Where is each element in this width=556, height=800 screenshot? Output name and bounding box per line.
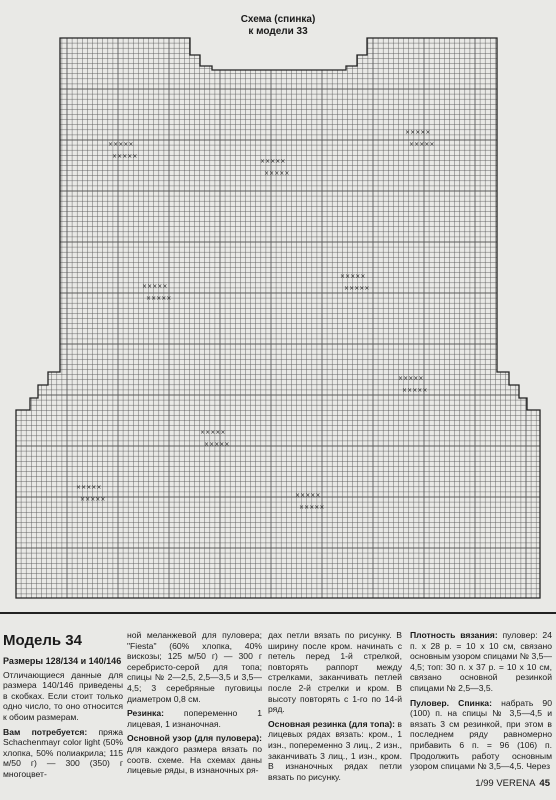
pattern-symbol: × [80, 496, 86, 503]
pattern-symbol: × [146, 295, 152, 302]
pattern-symbol: × [284, 170, 290, 177]
pattern-symbol: × [112, 153, 118, 160]
pattern-symbol: × [91, 484, 97, 491]
col1-para1: Отличающиеся данные для размера 140/146 приведены в скобках. Если стоит только одно число, то оно относится к обоим размерам. [3, 669, 123, 722]
pattern-symbol: × [81, 484, 87, 491]
main-pattern-text: для каждого размера вязать по соотв. схеме. На схемах даны лицевые ряды, в изнаночных ря- [127, 743, 262, 776]
pattern-symbol: × [205, 429, 211, 436]
pattern-symbol: × [414, 141, 420, 148]
pattern-symbol: × [224, 441, 230, 448]
pattern-symbol: × [156, 295, 162, 302]
pattern-symbol: × [210, 429, 216, 436]
pattern-symbol: × [402, 387, 408, 394]
col2-para1: ной меланжевой для пуловера; "Fiesta" (60% хлопка, 40% вискозы; 125 м/50 г) — 300 г серебристо-серой для топа; спицы № 2—2,5, 2,5—3,5 и 3,5—4,5; 3 серебряные пуговицы диаметром 0,8 см. [127, 630, 262, 704]
pattern-symbol: × [412, 387, 418, 394]
page-footer [475, 778, 550, 789]
pattern-symbol: × [215, 429, 221, 436]
pattern-symbol: × [260, 158, 266, 165]
pattern-symbol: × [424, 141, 430, 148]
pattern-symbol: × [95, 496, 101, 503]
pattern-symbol: × [127, 153, 133, 160]
pattern-symbol: × [314, 504, 320, 511]
pattern-symbol: × [345, 273, 351, 280]
pattern-symbol: × [96, 484, 102, 491]
chart-outline [16, 38, 540, 598]
pattern-symbol: × [420, 129, 426, 136]
pattern-symbol: × [209, 441, 215, 448]
pattern-symbol: × [162, 283, 168, 290]
pattern-symbol: × [90, 496, 96, 503]
col2-para2 [127, 708, 262, 729]
pattern-symbol: × [419, 141, 425, 148]
pattern-symbol: × [151, 295, 157, 302]
pattern-symbol: × [274, 170, 280, 177]
grid-lines [16, 38, 541, 599]
pattern-symbol: × [429, 141, 435, 148]
col3-para2 [268, 719, 402, 783]
col4-para2 [410, 698, 552, 772]
pattern-symbol: × [405, 129, 411, 136]
pattern-symbol: × [415, 129, 421, 136]
pattern-symbol: × [304, 504, 310, 511]
pattern-symbol: × [123, 141, 129, 148]
pattern-symbol: × [299, 504, 305, 511]
text-column-1 [3, 630, 123, 784]
pattern-symbol: × [408, 375, 414, 382]
pattern-symbol: × [152, 283, 158, 290]
chart-title-line2: к модели 33 [248, 26, 308, 37]
pattern-symbol: × [340, 273, 346, 280]
main-pattern-label: Основной узор (для пуловера): [127, 733, 262, 744]
pattern-symbol: × [409, 141, 415, 148]
pattern-symbol: × [113, 141, 119, 148]
pattern-symbol: × [422, 387, 428, 394]
pattern-symbol: × [417, 387, 423, 394]
pattern-symbol: × [319, 504, 325, 511]
pattern-symbol: × [118, 141, 124, 148]
pattern-symbol: × [413, 375, 419, 382]
pattern-symbol: × [315, 492, 321, 499]
pattern-symbol: × [269, 170, 275, 177]
pattern-symbol: × [166, 295, 172, 302]
pattern-symbol: × [100, 496, 106, 503]
pattern-symbol: × [128, 141, 134, 148]
chart-title-line1: Схема (спинка) [240, 14, 316, 25]
pattern-symbol: × [364, 285, 370, 292]
pattern-symbol: × [309, 504, 315, 511]
pattern-symbol: × [85, 496, 91, 503]
pattern-symbol: × [264, 170, 270, 177]
gauge-text: пуловер: 24 п. x 28 р. = 10 x 10 см, связано основным узором спицами № 3,5—4,5; топ: 30 п. x 37 р. = 10 x 10 см, связано основной резинкой спицами № 2,5—3,5. [410, 630, 552, 693]
pattern-symbol: × [76, 484, 82, 491]
pattern-symbol: × [355, 273, 361, 280]
pattern-symbol: × [147, 283, 153, 290]
pattern-symbol: × [270, 158, 276, 165]
main-rib-text: в лицевых рядах вязать: кром., 1 изн., попеременно 3 лиц., 2 изн., заканчивать 3 лиц., 1 изн., кром. В изнаночных рядах петли вязать по рисунку. [268, 718, 402, 782]
text-column-3 [268, 630, 402, 786]
pattern-symbol: × [219, 441, 225, 448]
text-column-4 [410, 630, 552, 776]
pattern-symbol: × [425, 129, 431, 136]
pattern-symbol: × [350, 273, 356, 280]
page-number: 45 [539, 778, 550, 789]
pattern-symbol: × [349, 285, 355, 292]
section-divider [0, 612, 556, 614]
pattern-symbol: × [204, 441, 210, 448]
pattern-symbol: × [359, 285, 365, 292]
back-label: Пуловер. Спинка: [410, 697, 492, 708]
pattern-symbol: × [407, 387, 413, 394]
rib-text: попеременно 1 лицевая, 1 изнаночная. [127, 708, 262, 729]
materials-label: Вам потребуется: [3, 726, 88, 737]
col3-para1: дах петли вязать по рисунку. В ширину после кром. начинать с петель перед 1-й стрелкой, повторять раппорт между стрелками, заканчивать петлей после 2-й стрелки и кром. В высоту повторять с 1-го по 14-й ряд. [268, 630, 402, 715]
pattern-symbol: × [86, 484, 92, 491]
pattern-symbol: × [161, 295, 167, 302]
pattern-symbol: × [295, 492, 301, 499]
back-text: набрать 90 (100) п. на спицы № 3,5—4,5 и вязать 3 см резинкой, при этом в последнем ряду равномерно прибавить 6 п. = 96 (106) п. Продолжить работу основным узором спицами № 3,5—4,5. Через [410, 697, 552, 772]
text-column-2 [127, 630, 262, 780]
pattern-symbol: × [275, 158, 281, 165]
pattern-symbol: × [280, 158, 286, 165]
pattern-symbol: × [360, 273, 366, 280]
pattern-symbol: × [122, 153, 128, 160]
pattern-symbol: × [354, 285, 360, 292]
pattern-symbol: × [403, 375, 409, 382]
rib-label: Резинка: [127, 708, 164, 719]
pattern-symbol: × [214, 441, 220, 448]
pattern-symbol: × [310, 492, 316, 499]
pattern-symbol: × [117, 153, 123, 160]
pattern-symbol: × [305, 492, 311, 499]
col1-para2 [3, 727, 123, 780]
pattern-symbol: × [157, 283, 163, 290]
col2-para3 [127, 733, 262, 775]
pattern-symbol: × [220, 429, 226, 436]
pattern-symbol: × [398, 375, 404, 382]
pattern-symbol: × [344, 285, 350, 292]
model-title: Модель 34 [3, 632, 82, 649]
gauge-label: Плотность вязания: [410, 630, 498, 640]
pattern-symbol: × [200, 429, 206, 436]
pattern-symbol: × [265, 158, 271, 165]
pattern-symbol: × [418, 375, 424, 382]
pattern-symbol: × [300, 492, 306, 499]
main-rib-label: Основная резинка (для топа): [268, 718, 396, 729]
pattern-symbol: × [132, 153, 138, 160]
pattern-symbol: × [108, 141, 114, 148]
pattern-symbol: × [142, 283, 148, 290]
pattern-symbol: × [410, 129, 416, 136]
materials-text: пряжа Schachenmayr color light (50% хлопка, 50% полиакрила; 115 м/50 г) — 300 (350) г многоцвет- [3, 726, 124, 779]
sizes-line: Размеры 128/134 и 140/146 [3, 656, 122, 666]
issue-label: 1/99 VERENA [475, 778, 536, 789]
pattern-symbol: × [279, 170, 285, 177]
col4-para1 [410, 630, 552, 694]
